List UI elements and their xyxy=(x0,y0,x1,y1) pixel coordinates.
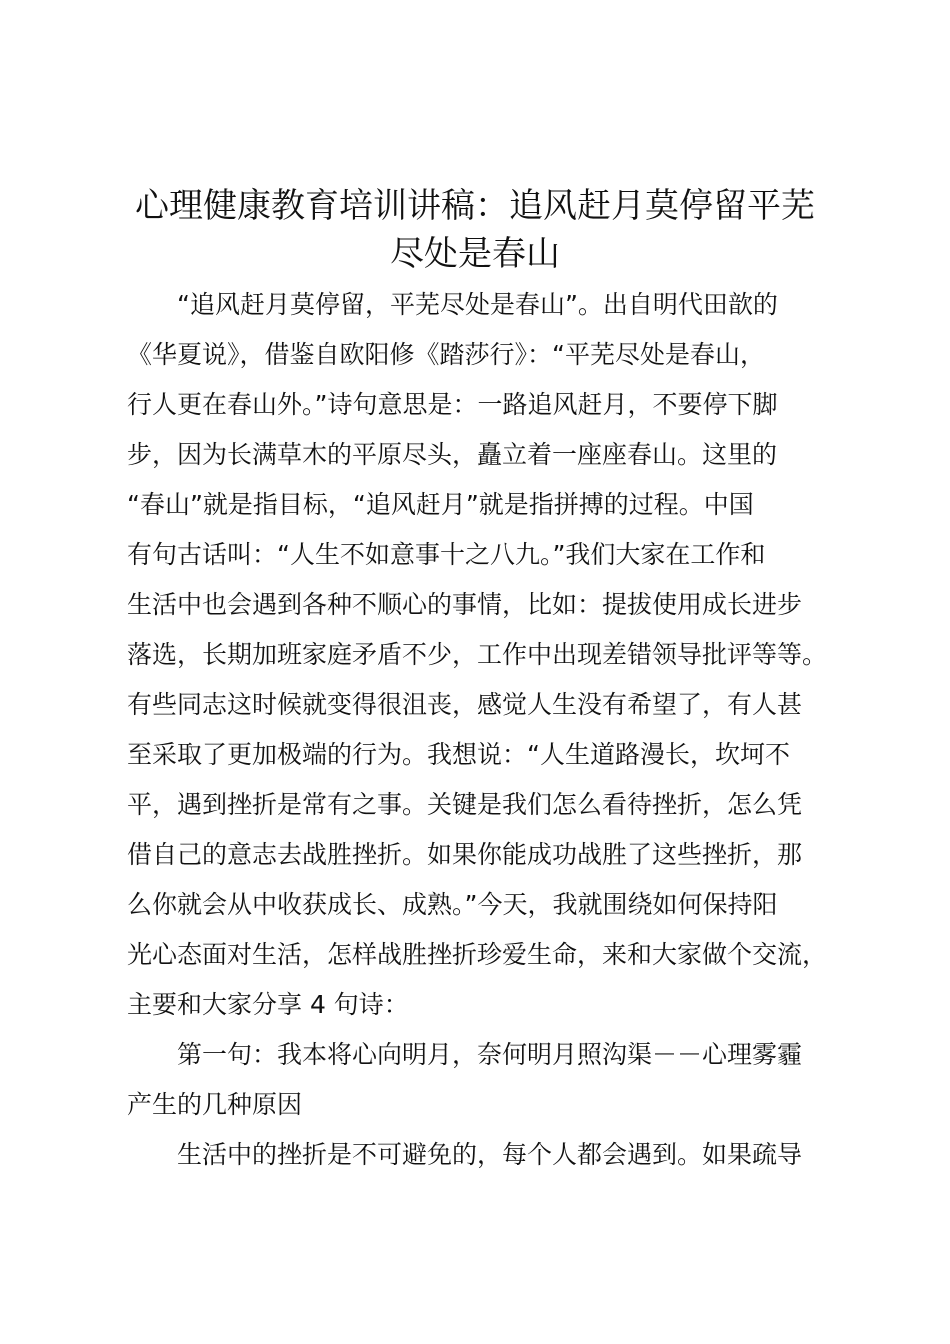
text-line: 至采取了更加极端的行为。我想说：“人生道路漫长，坎坷不 xyxy=(127,740,790,769)
text-line: 生活中的挫折是不可避免的，每个人都会遇到。如果疏导 xyxy=(177,1140,803,1169)
text-line: 么你就会从中收获成长、成熟。”今天，我就围绕如何保持阳 xyxy=(127,890,778,919)
text-line: 第一句：我本将心向明月，奈何明月照沟渠－－心理雾霾 xyxy=(177,1040,803,1069)
text-line: 产生的几种原因 xyxy=(127,1090,303,1119)
text-line: 光心态面对生活，怎样战胜挫折珍爱生命，来和大家做个交流， xyxy=(127,940,828,969)
text-line: 生活中也会遇到各种不顺心的事情，比如：提拔使用成长进步 xyxy=(127,590,803,619)
document-title xyxy=(100,182,850,278)
text-line: 平，遇到挫折是常有之事。关键是我们怎么看待挫折，怎么凭 xyxy=(127,790,803,819)
text-line: 《华夏说》，借鉴自欧阳修《踏莎行》：“平芜尽处是春山， xyxy=(127,340,765,369)
text-line: “追风赶月莫停留，平芜尽处是春山”。出自明代田歆的 xyxy=(177,290,778,319)
text-line: 落选，长期加班家庭矛盾不少，工作中出现差错领导批评等等。 xyxy=(127,640,828,669)
paragraph-section-heading xyxy=(127,1030,837,1130)
title-line: 心理健康教育培训讲稿：追风赶月莫停留平芜 xyxy=(135,186,815,226)
text-line: “春山”就是指目标，“追风赶月”就是指拼搏的过程。中国 xyxy=(127,490,754,519)
text-line: 有些同志这时候就变得很沮丧，感觉人生没有希望了，有人甚 xyxy=(127,690,803,719)
document-body xyxy=(127,280,837,1180)
paragraph-intro xyxy=(127,280,837,1030)
text-line: 借自己的意志去战胜挫折。如果你能成功战胜了这些挫折，那 xyxy=(127,840,803,869)
paragraph-body xyxy=(127,1130,837,1180)
text-line: 有句古话叫：“人生不如意事十之八九。”我们大家在工作和 xyxy=(127,540,766,569)
text-line: 主要和大家分享 4 句诗： xyxy=(127,990,409,1019)
title-line: 尽处是春山 xyxy=(390,234,560,274)
text-line: 步，因为长满草木的平原尽头，矗立着一座座春山。这里的 xyxy=(127,440,778,469)
text-line: 行人更在春山外。”诗句意思是：一路追风赶月，不要停下脚 xyxy=(127,390,778,419)
